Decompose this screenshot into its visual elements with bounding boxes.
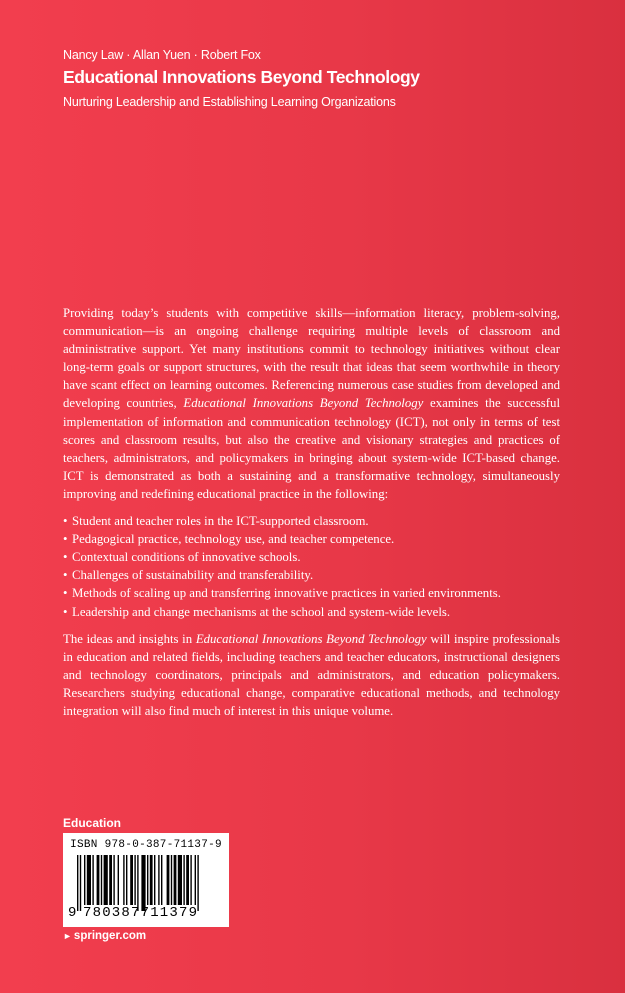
website-link[interactable] <box>63 930 146 942</box>
list-item: • Methods of scaling up and transferring innovative practices in varied environments. <box>63 584 560 602</box>
barcode-bar <box>174 855 177 905</box>
topics-list <box>63 512 560 621</box>
barcode-bar <box>126 855 127 905</box>
barcode-bar <box>113 855 114 905</box>
list-item: • Challenges of sustainability and transferability. <box>63 566 560 584</box>
barcode-box <box>63 833 229 927</box>
barcode-bar <box>171 855 172 905</box>
description <box>63 304 560 720</box>
barcode-bar <box>97 855 100 905</box>
authors: Nancy Law · Allan Yuen · Robert Fox <box>63 48 261 62</box>
barcode-bar <box>147 855 148 905</box>
category-label: Education <box>63 816 122 830</box>
barcode-bar <box>130 855 133 905</box>
book-subtitle: Nurturing Leadership and Establishing Learning Organizations <box>63 95 396 109</box>
barcode-bar <box>109 855 112 905</box>
barcode-bar <box>84 855 85 905</box>
barcode-bar <box>158 855 159 905</box>
barcode-bar <box>123 855 124 905</box>
barcode-bar <box>190 855 191 905</box>
barcode-bar <box>80 855 81 911</box>
barcode-bar <box>154 855 155 905</box>
barcode-bar <box>87 855 91 905</box>
barcode-bar <box>104 855 108 905</box>
barcode-bar <box>150 855 153 905</box>
barcode-bar <box>186 855 189 905</box>
barcode-bar <box>183 855 184 905</box>
website-label: springer.com <box>73 930 147 942</box>
barcode-bar <box>141 855 145 911</box>
book-title-reference: Educational Innovations Beyond Technology <box>195 631 427 646</box>
barcode-image <box>77 855 217 911</box>
book-title: Educational Innovations Beyond Technology <box>63 67 420 87</box>
description-paragraph-2: The ideas and insights in Educational Innovations Beyond Technology will inspire professionals in education and related fields, including teachers and teacher educators, instructional designers and technology coordinators, principals and administrators, and education policymakers. Researchers studying educational change, comparative educational methods, and technology integration will also find much of interest in this unique volume. <box>63 631 560 718</box>
barcode-bar <box>101 855 102 905</box>
isbn-text: ISBN 978-0-387-71137-9 <box>70 839 222 851</box>
arrow-icon: ► <box>63 931 72 941</box>
list-item: • Contextual conditions of innovative schools. <box>63 548 560 566</box>
barcode-bar <box>195 855 196 905</box>
list-item: • Pedagogical practice, technology use, and teacher competence. <box>63 530 560 548</box>
book-title-reference: Educational Innovations Beyond Technology <box>183 396 424 411</box>
barcode-bar <box>137 855 138 911</box>
barcode-bar <box>197 855 198 911</box>
list-item: • Leadership and change mechanisms at the school and system-wide levels. <box>63 603 560 621</box>
barcode-bar <box>92 855 93 905</box>
barcode-bar <box>77 855 78 911</box>
barcode-first-digit: 9 <box>68 905 77 921</box>
list-item: • Student and teacher roles in the ICT-supported classroom. <box>63 512 560 530</box>
barcode-bar <box>134 855 135 905</box>
barcode-bar <box>118 855 119 905</box>
barcode-digits: 780387711379 <box>83 905 199 921</box>
barcode-bar <box>178 855 182 905</box>
description-paragraph-1: Providing today’s students with competitive skills—information literacy, problem-solving, communication—is an ongoing challenge requiring multiple levels of classroom and administrative support. Yet many institutions commit to technology initiatives without clear long-term goals or support structures, with the result that ideas that seem worthwhile in theory have scant effect on learning outcomes. Referencing numerous case studies from developed and developing countries, Educational Innovations Beyond Technology examines the successful implementation of information and communication technology (ICT), not only in terms of test scores and classroom results, but also the creative and visionary strategies and practices of teachers, administrators, and policymakers in bringing about system-wide ICT-based change. ICT is demonstrated as both a sustaining and a transformative technology, simultaneously improving and redefining educational practice in the following: <box>63 306 561 501</box>
barcode-bar <box>161 855 162 905</box>
barcode-bar <box>167 855 170 905</box>
